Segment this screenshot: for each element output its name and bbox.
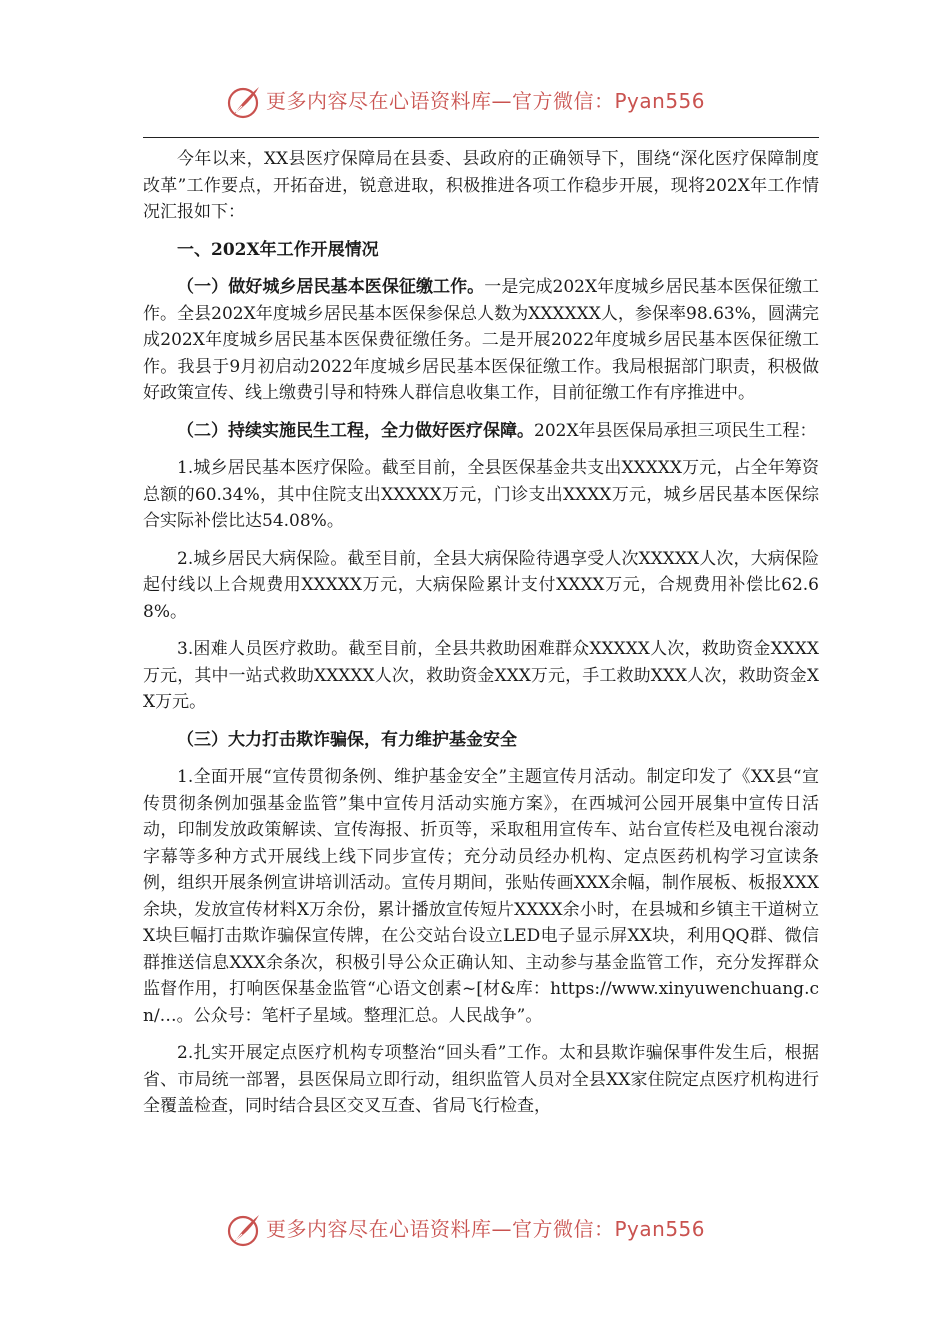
banner-text: [266, 1214, 705, 1244]
subsection-3-item-2: 2.扎实开展定点医疗机构专项整治“回头看”工作。太和县欺诈骗保事件发生后，根据省、市局统一部署，县医保局立即行动，组织监管人员对全县XX家住院定点医疗机构进行全覆盖检查，同时结合县区交叉互查、省局飞行检查，: [143, 1043, 819, 1116]
footer-banner: [0, 1210, 950, 1250]
subsection-2-body: 202X年县医保局承担三项民生工程：: [534, 420, 817, 441]
subsection-1-heading: （一）做好城乡居民基本医保征缴工作。: [177, 277, 485, 297]
document-body: [143, 146, 819, 1120]
banner-dash: —: [491, 89, 512, 113]
subsection-3-item-1: 1.全面开展“宣传贯彻条例、维护基金安全”主题宣传月活动。制定印发了《XX县“宣传贯彻条例加强基金监管”集中宣传月活动实施方案》，在西城河公园开展集中宣传日活动，印制发放政策解读、宣传海报、折页等，采取租用宣传车、站台宣传栏及电视台滚动字幕等多种方式开展线上线下同步宣传；充分动员经办机构、定点医药机构学习宣读条例，组织开展条例宣讲培训活动。宣传月期间，张贴传画XXX余幅，制作展板、板报XXX余块，发放宣传材料X万余份，累计播放宣传短片XXXX余小时，在县城和乡镇主干道树立X块巨幅打击欺诈骗保宣传牌，在公交站台设立LED电子显示屏XX块，利用QQ群、微信群推送信息XXX余条次，积极引导公众正确认知、主动参与基金监管工作，充分发挥群众监督作用，打响医保基金监管“心语文创素~[材&库：https://www.xinyuwenchuang.cn/…。公众号：笔杆子星域。整理汇总。人民战争”。: [143, 767, 819, 1026]
subsection-2-heading: （二）持续实施民生工程，全力做好医疗保障。: [177, 420, 534, 441]
quill-logo-icon: [226, 84, 262, 120]
banner-text: [266, 86, 705, 116]
header-divider: [143, 137, 819, 138]
subsection-3-heading: （三）大力打击欺诈骗保，有力维护基金安全: [177, 729, 517, 750]
subsection-3-paragraph: [143, 727, 819, 754]
banner-main-text: 更多内容尽在心语资料库: [266, 1217, 492, 1241]
quill-logo-icon: [226, 1212, 262, 1248]
subsection-1-paragraph: [143, 274, 819, 407]
banner-wechat-text: 官方微信：Pyan556: [512, 89, 706, 113]
subsection-1-body: 一是完成202X年度城乡居民基本医保征缴工作。全县202X年度城乡居民基本医保参保总人数为XXXXXX人，参保率98.63%，圆满完成202X年度城乡居民基本医保费征缴任务。二是开展2022年度城乡居民基本医保征缴工作。我县于9月初启动2022年度城乡居民基本医保征缴工作。我局根据部门职责，积极做好政策宣传、线上缴费引导和特殊人群信息收集工作，目前征缴工作有序推进中。: [143, 277, 819, 403]
banner-wechat-text: 官方微信：Pyan556: [512, 1217, 706, 1241]
intro-paragraph: 今年以来，XX县医疗保障局在县委、县政府的正确领导下，围绕“深化医疗保障制度改革”工作要点，开拓奋进，锐意进取，积极推进各项工作稳步开展，现将202X年工作情况汇报如下：: [143, 149, 819, 222]
header-banner: [0, 82, 950, 122]
banner-dash: —: [491, 1217, 512, 1241]
section-heading: 一、202X年工作开展情况: [177, 239, 379, 260]
subsection-2-item-2: 2.城乡居民大病保险。截至目前，全县大病保险待遇享受人次XXXXX人次，大病保险起付线以上合规费用XXXXX万元，大病保险累计支付XXXX万元，合规费用补偿比62.68%。: [143, 548, 819, 622]
subsection-2-paragraph: [143, 418, 819, 445]
subsection-2-item-3: 3.困难人员医疗救助。截至目前，全县共救助困难群众XXXXX人次，救助资金XXXX万元，其中一站式救助XXXXX人次，救助资金XXX万元，手工救助XXX人次，救助资金XX万元。: [143, 639, 819, 712]
banner-main-text: 更多内容尽在心语资料库: [266, 89, 492, 113]
subsection-2-item-1: 1.城乡居民基本医疗保险。截至目前，全县医保基金共支出XXXXX万元，占全年筹资总额的60.34%，其中住院支出XXXXX万元，门诊支出XXXX万元，城乡居民基本医保综合实际补偿比达54.08%。: [143, 458, 819, 531]
